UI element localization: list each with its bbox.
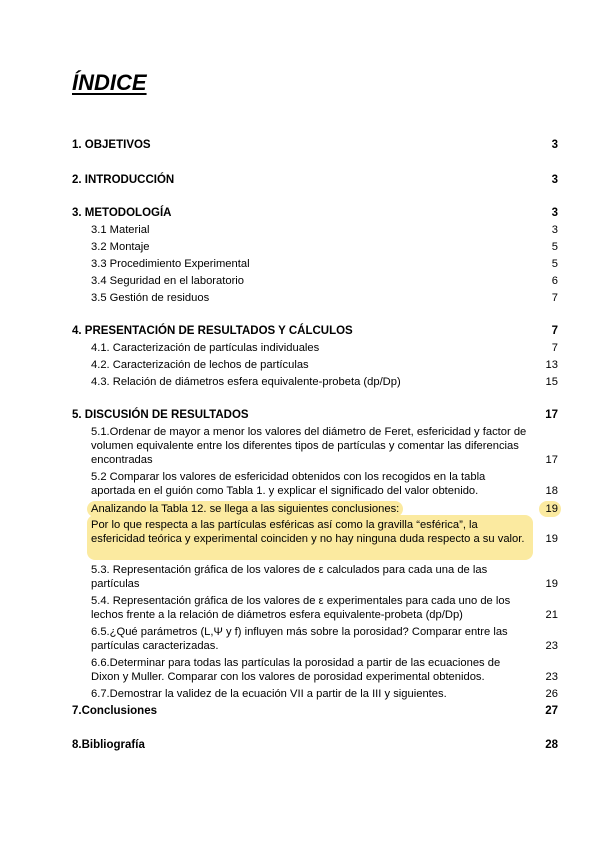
toc-entry-conclusiones[interactable] xyxy=(72,704,558,718)
toc-entry-text: 1. OBJETIVOS xyxy=(72,139,151,151)
toc-entry-text: 3.1 Material xyxy=(91,224,150,236)
toc-page-number: 19 xyxy=(545,578,558,590)
toc-entry-montaje[interactable] xyxy=(91,240,558,254)
toc-entry-bibliografia[interactable] xyxy=(72,738,558,752)
toc-entry-5-4[interactable] xyxy=(91,594,558,622)
toc-entry-text: 3. METODOLOGÍA xyxy=(72,207,172,219)
toc-entry-text: 3.3 Procedimiento Experimental xyxy=(91,258,250,270)
toc-entry-caracterizacion-particulas[interactable] xyxy=(91,341,558,355)
toc-entry-text: 4. PRESENTACIÓN DE RESULTADOS Y CÁLCULOS xyxy=(72,325,353,337)
toc-entry-text: 6.6.Determinar para todas las partículas la porosidad a partir de las ecuaciones de Dixon y Muller. Comparar con los valores de porosidad experimental obtenidos. xyxy=(91,657,501,683)
toc-page-number: 27 xyxy=(545,705,558,717)
toc-page-number: 7 xyxy=(551,292,558,304)
toc-page-number: 26 xyxy=(545,688,558,700)
toc-page-number: 21 xyxy=(545,609,558,621)
toc-entry-5-3[interactable] xyxy=(91,563,558,591)
toc-entry-6-5[interactable] xyxy=(91,625,558,653)
toc-page-number: 13 xyxy=(545,359,558,371)
toc-entry-discusion[interactable] xyxy=(72,408,558,422)
toc-entry-caracterizacion-lechos[interactable] xyxy=(91,358,558,372)
toc-entry-text: 5.3. Representación gráfica de los valores de ε calculados para cada una de las partículas xyxy=(91,564,488,590)
toc-entry-seguridad[interactable] xyxy=(91,274,558,288)
toc-page-number: 6 xyxy=(551,275,558,287)
toc-entry-6-6[interactable] xyxy=(91,656,558,684)
toc-page-number: 5 xyxy=(551,241,558,253)
toc-page-number: 28 xyxy=(545,739,558,751)
toc-page-number: 17 xyxy=(545,409,558,421)
toc-entry-material[interactable] xyxy=(91,223,558,237)
toc-entry-text: 6.5.¿Qué parámetros (L,Ψ y f) influyen más sobre la porosidad? Comparar entre las partículas caracterizadas. xyxy=(91,626,508,652)
toc-entry-text: 4.2. Caracterización de lechos de partículas xyxy=(91,359,309,371)
toc-page-number: 5 xyxy=(551,258,558,270)
toc-entry-text: 3.2 Montaje xyxy=(91,241,150,253)
toc-page-number: 17 xyxy=(545,454,558,466)
toc-entry-5-2[interactable] xyxy=(91,470,558,498)
toc-entry-introduccion[interactable] xyxy=(72,173,558,187)
toc-page-number: 3 xyxy=(551,207,558,219)
toc-entry-metodologia[interactable] xyxy=(72,206,558,220)
toc-entry-text-highlighted: Por lo que respecta a las partículas esféricas así como la gravilla “esférica”, la esfericidad teórica y experimental coinciden y no hay ninguna duda respecto a su valor. xyxy=(91,519,525,545)
toc-page-number: 7 xyxy=(551,342,558,354)
toc-entry-residuos[interactable] xyxy=(91,291,558,305)
toc-entry-text: 5.1.Ordenar de mayor a menor los valores del diámetro de Feret, esfericidad y factor de volumen equivalente entre los diferentes tipos de partículas y comentar las diferencias encontradas xyxy=(91,426,527,466)
toc-entry-text: 5.2 Comparar los valores de esfericidad obtenidos con los recogidos en la tabla aportada en el guión como Tabla 1. y explicar el significado del valor obtenido. xyxy=(91,471,486,497)
toc-page-number-highlighted: 19 xyxy=(539,501,561,517)
toc-page-number: 3 xyxy=(551,174,558,186)
toc-entry-text: 2. INTRODUCCIÓN xyxy=(72,174,175,186)
toc-entry-text: 7.Conclusiones xyxy=(72,705,157,717)
toc-entry-presentacion[interactable] xyxy=(72,324,558,338)
toc-entry-5-1[interactable] xyxy=(91,425,558,467)
page-title: ÍNDICE xyxy=(72,70,147,95)
toc-entry-text: 3.4 Seguridad en el laboratorio xyxy=(91,275,245,287)
toc-page-number: 18 xyxy=(545,485,558,497)
toc-entry-text-highlighted: Analizando la Tabla 12. se llega a las siguientes conclusiones: xyxy=(87,501,403,517)
toc-entry-text: 5.4. Representación gráfica de los valores de ε experimentales para cada uno de los lechos frente a la relación de diámetros esfera equivalente-probeta (dp/Dp) xyxy=(91,595,511,621)
toc-page-number: 3 xyxy=(551,139,558,151)
toc-page-number: 19 xyxy=(545,533,558,545)
toc-entry-text: 4.3. Relación de diámetros esfera equivalente-probeta (dp/Dp) xyxy=(91,376,401,388)
toc-page-number: 15 xyxy=(545,376,558,388)
toc-entry-procedimiento[interactable] xyxy=(91,257,558,271)
toc-page-number: 23 xyxy=(545,671,558,683)
toc-entry-text: 4.1. Caracterización de partículas individuales xyxy=(91,342,320,354)
toc-page-number: 23 xyxy=(545,640,558,652)
toc-page-number: 7 xyxy=(551,325,558,337)
toc-entry-6-7[interactable] xyxy=(91,687,558,701)
toc-page-number: 3 xyxy=(551,224,558,236)
toc-entry-esfericas[interactable] xyxy=(91,518,558,546)
toc-entry-text: 8.Bibliografía xyxy=(72,739,145,751)
toc-entry-text: 3.5 Gestión de residuos xyxy=(91,292,210,304)
toc-entry-objetivos[interactable] xyxy=(72,138,558,152)
toc-entry-text: 5. DISCUSIÓN DE RESULTADOS xyxy=(72,409,249,421)
toc-entry-relacion-diametros[interactable] xyxy=(91,375,558,389)
toc-entry-text: 6.7.Demostrar la validez de la ecuación VII a partir de la III y siguientes. xyxy=(91,688,447,700)
